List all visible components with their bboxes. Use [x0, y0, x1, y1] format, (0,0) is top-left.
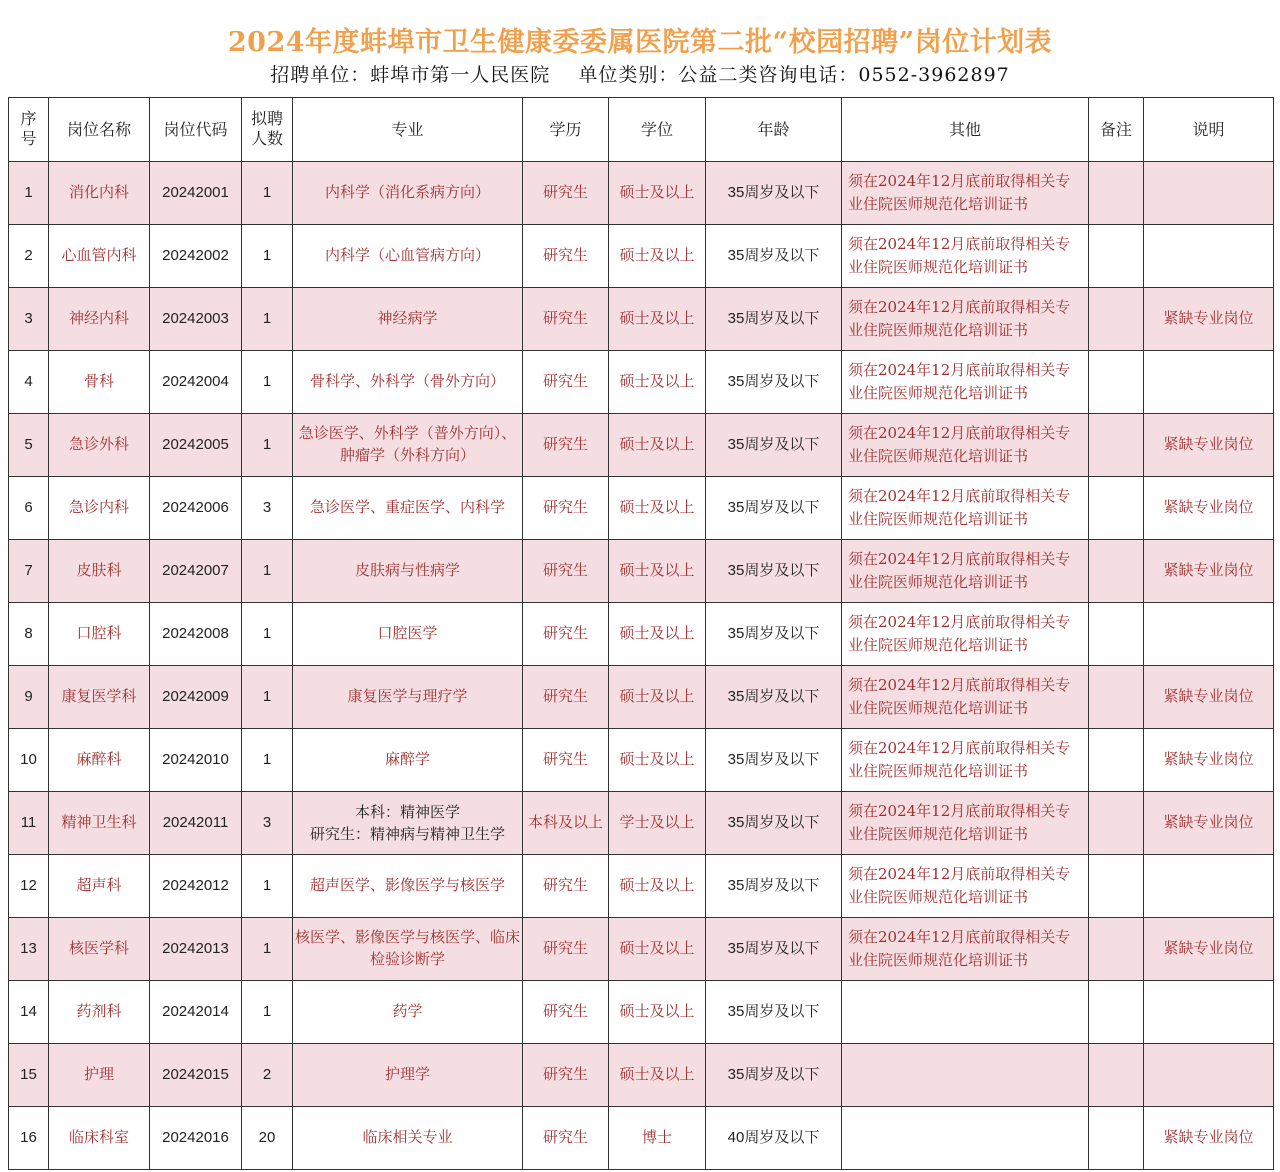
cell-other: 须在2024年12月底前取得相关专业住院医师规范化培训证书 — [842, 477, 1089, 540]
cell-education: 研究生 — [523, 288, 609, 351]
cell-seq: 13 — [9, 918, 49, 981]
cell-position-code: 20242016 — [150, 1107, 242, 1170]
cell-major: 护理学 — [293, 1044, 523, 1107]
cell-hire-count: 3 — [242, 792, 293, 855]
cell-position-name: 急诊内科 — [49, 477, 150, 540]
table-row — [9, 351, 1274, 414]
cell-remark — [1089, 918, 1144, 981]
cell-position-code: 20242014 — [150, 981, 242, 1044]
cell-position-name: 神经内科 — [49, 288, 150, 351]
cell-remark — [1089, 477, 1144, 540]
cell-position-name: 骨科 — [49, 351, 150, 414]
cell-other: 须在2024年12月底前取得相关专业住院医师规范化培训证书 — [842, 225, 1089, 288]
cell-degree: 硕士及以上 — [609, 225, 706, 288]
cell-hire-count: 1 — [242, 918, 293, 981]
cell-other: 须在2024年12月底前取得相关专业住院医师规范化培训证书 — [842, 666, 1089, 729]
table-row — [9, 729, 1274, 792]
cell-hire-count: 1 — [242, 162, 293, 225]
header-position-code: 岗位代码 — [150, 98, 242, 162]
cell-age: 35周岁及以下 — [706, 414, 842, 477]
cell-hire-count: 1 — [242, 225, 293, 288]
cell-seq: 1 — [9, 162, 49, 225]
cell-education: 研究生 — [523, 1044, 609, 1107]
cell-remark — [1089, 414, 1144, 477]
cell-age: 35周岁及以下 — [706, 1044, 842, 1107]
cell-other — [842, 981, 1089, 1044]
cell-note: 紧缺专业岗位 — [1144, 792, 1274, 855]
cell-degree: 硕士及以上 — [609, 666, 706, 729]
cell-degree: 硕士及以上 — [609, 729, 706, 792]
cell-remark — [1089, 981, 1144, 1044]
table-row — [9, 1044, 1274, 1107]
cell-position-code: 20242002 — [150, 225, 242, 288]
cell-major: 急诊医学、重症医学、内科学 — [293, 477, 523, 540]
cell-seq: 4 — [9, 351, 49, 414]
cell-remark — [1089, 666, 1144, 729]
cell-remark — [1089, 540, 1144, 603]
cell-age: 35周岁及以下 — [706, 981, 842, 1044]
document-title: 2024年度蚌埠市卫生健康委委属医院第二批“校园招聘”岗位计划表 — [227, 27, 1053, 58]
cell-hire-count: 1 — [242, 729, 293, 792]
cell-remark — [1089, 225, 1144, 288]
cell-seq: 3 — [9, 288, 49, 351]
cell-hire-count: 1 — [242, 855, 293, 918]
cell-note — [1144, 1044, 1274, 1107]
cell-remark — [1089, 351, 1144, 414]
cell-seq: 8 — [9, 603, 49, 666]
cell-note — [1144, 162, 1274, 225]
cell-remark — [1089, 1044, 1144, 1107]
document-subtitle: 招聘单位：蚌埠市第一人民医院 单位类别：公益二类咨询电话：0552-3962897 — [270, 64, 1010, 86]
table-row — [9, 540, 1274, 603]
cell-hire-count: 1 — [242, 666, 293, 729]
cell-seq: 2 — [9, 225, 49, 288]
table-row — [9, 477, 1274, 540]
cell-remark — [1089, 855, 1144, 918]
cell-hire-count: 1 — [242, 981, 293, 1044]
cell-age: 35周岁及以下 — [706, 666, 842, 729]
cell-age: 35周岁及以下 — [706, 540, 842, 603]
cell-position-code: 20242007 — [150, 540, 242, 603]
cell-hire-count: 1 — [242, 540, 293, 603]
cell-age: 35周岁及以下 — [706, 729, 842, 792]
cell-education: 研究生 — [523, 1107, 609, 1170]
cell-position-name: 精神卫生科 — [49, 792, 150, 855]
table-row — [9, 603, 1274, 666]
table-row — [9, 288, 1274, 351]
cell-major: 临床相关专业 — [293, 1107, 523, 1170]
table-row — [9, 162, 1274, 225]
cell-major: 口腔医学 — [293, 603, 523, 666]
cell-degree: 硕士及以上 — [609, 855, 706, 918]
cell-note: 紧缺专业岗位 — [1144, 540, 1274, 603]
cell-education: 研究生 — [523, 666, 609, 729]
cell-major: 皮肤病与性病学 — [293, 540, 523, 603]
cell-degree: 硕士及以上 — [609, 918, 706, 981]
cell-age: 35周岁及以下 — [706, 855, 842, 918]
cell-hire-count: 1 — [242, 603, 293, 666]
cell-position-name: 心血管内科 — [49, 225, 150, 288]
cell-note: 紧缺专业岗位 — [1144, 477, 1274, 540]
cell-hire-count: 20 — [242, 1107, 293, 1170]
cell-age: 35周岁及以下 — [706, 477, 842, 540]
cell-position-name: 超声科 — [49, 855, 150, 918]
cell-position-name: 核医学科 — [49, 918, 150, 981]
cell-hire-count: 2 — [242, 1044, 293, 1107]
cell-position-code: 20242006 — [150, 477, 242, 540]
header-position-name: 岗位名称 — [49, 98, 150, 162]
cell-major: 内科学（心血管病方向） — [293, 225, 523, 288]
cell-degree: 硕士及以上 — [609, 1044, 706, 1107]
cell-position-name: 皮肤科 — [49, 540, 150, 603]
cell-degree: 硕士及以上 — [609, 981, 706, 1044]
cell-hire-count: 1 — [242, 351, 293, 414]
cell-other — [842, 1107, 1089, 1170]
table-row — [9, 918, 1274, 981]
cell-other: 须在2024年12月底前取得相关专业住院医师规范化培训证书 — [842, 540, 1089, 603]
cell-age: 35周岁及以下 — [706, 162, 842, 225]
cell-position-code: 20242015 — [150, 1044, 242, 1107]
recruitment-plan-table — [8, 97, 1274, 1170]
cell-major: 骨科学、外科学（骨外方向） — [293, 351, 523, 414]
cell-education: 研究生 — [523, 162, 609, 225]
cell-position-code: 20242005 — [150, 414, 242, 477]
header-education: 学历 — [523, 98, 609, 162]
cell-other: 须在2024年12月底前取得相关专业住院医师规范化培训证书 — [842, 603, 1089, 666]
cell-degree: 硕士及以上 — [609, 414, 706, 477]
cell-age: 35周岁及以下 — [706, 792, 842, 855]
cell-education: 研究生 — [523, 225, 609, 288]
cell-seq: 15 — [9, 1044, 49, 1107]
cell-note: 紧缺专业岗位 — [1144, 288, 1274, 351]
cell-hire-count: 3 — [242, 477, 293, 540]
cell-seq: 5 — [9, 414, 49, 477]
cell-other: 须在2024年12月底前取得相关专业住院医师规范化培训证书 — [842, 918, 1089, 981]
header-age: 年龄 — [706, 98, 842, 162]
cell-age: 35周岁及以下 — [706, 225, 842, 288]
cell-other: 须在2024年12月底前取得相关专业住院医师规范化培训证书 — [842, 729, 1089, 792]
cell-degree: 硕士及以上 — [609, 477, 706, 540]
cell-education: 研究生 — [523, 414, 609, 477]
cell-note: 紧缺专业岗位 — [1144, 414, 1274, 477]
cell-education: 研究生 — [523, 918, 609, 981]
cell-position-code: 20242010 — [150, 729, 242, 792]
cell-degree: 博士 — [609, 1107, 706, 1170]
cell-seq: 14 — [9, 981, 49, 1044]
cell-position-name: 药剂科 — [49, 981, 150, 1044]
cell-major: 康复医学与理疗学 — [293, 666, 523, 729]
cell-major: 急诊医学、外科学（普外方向）、肿瘤学（外科方向） — [293, 414, 523, 477]
cell-note: 紧缺专业岗位 — [1144, 918, 1274, 981]
cell-other: 须在2024年12月底前取得相关专业住院医师规范化培训证书 — [842, 792, 1089, 855]
cell-other: 须在2024年12月底前取得相关专业住院医师规范化培训证书 — [842, 288, 1089, 351]
cell-education: 研究生 — [523, 540, 609, 603]
table-row — [9, 1107, 1274, 1170]
cell-position-code: 20242011 — [150, 792, 242, 855]
table-header-row — [9, 98, 1274, 162]
cell-remark — [1089, 729, 1144, 792]
cell-position-name: 消化内科 — [49, 162, 150, 225]
cell-degree: 硕士及以上 — [609, 162, 706, 225]
table-row — [9, 792, 1274, 855]
cell-other: 须在2024年12月底前取得相关专业住院医师规范化培训证书 — [842, 414, 1089, 477]
cell-position-code: 20242012 — [150, 855, 242, 918]
cell-major: 超声医学、影像医学与核医学 — [293, 855, 523, 918]
cell-remark — [1089, 792, 1144, 855]
header-seq: 序号 — [9, 98, 49, 162]
cell-degree: 硕士及以上 — [609, 351, 706, 414]
cell-remark — [1089, 288, 1144, 351]
table-row — [9, 225, 1274, 288]
cell-note: 紧缺专业岗位 — [1144, 729, 1274, 792]
cell-position-code: 20242003 — [150, 288, 242, 351]
header-remark: 备注 — [1089, 98, 1144, 162]
cell-major: 本科：精神医学 研究生：精神病与精神卫生学 — [293, 792, 523, 855]
cell-hire-count: 1 — [242, 414, 293, 477]
cell-major: 核医学、影像医学与核医学、临床检验诊断学 — [293, 918, 523, 981]
cell-seq: 9 — [9, 666, 49, 729]
cell-position-code: 20242004 — [150, 351, 242, 414]
cell-note — [1144, 855, 1274, 918]
cell-seq: 6 — [9, 477, 49, 540]
cell-position-code: 20242001 — [150, 162, 242, 225]
cell-note — [1144, 351, 1274, 414]
cell-position-name: 康复医学科 — [49, 666, 150, 729]
cell-age: 35周岁及以下 — [706, 288, 842, 351]
header-note: 说明 — [1144, 98, 1274, 162]
cell-note: 紧缺专业岗位 — [1144, 1107, 1274, 1170]
cell-other — [842, 1044, 1089, 1107]
header-degree: 学位 — [609, 98, 706, 162]
cell-remark — [1089, 603, 1144, 666]
cell-seq: 10 — [9, 729, 49, 792]
cell-degree: 硕士及以上 — [609, 288, 706, 351]
cell-other: 须在2024年12月底前取得相关专业住院医师规范化培训证书 — [842, 855, 1089, 918]
header-hire-count: 拟聘人数 — [242, 98, 293, 162]
cell-note: 紧缺专业岗位 — [1144, 666, 1274, 729]
cell-note — [1144, 603, 1274, 666]
cell-position-code: 20242013 — [150, 918, 242, 981]
cell-age: 35周岁及以下 — [706, 918, 842, 981]
header-other: 其他 — [842, 98, 1089, 162]
cell-seq: 16 — [9, 1107, 49, 1170]
table-row — [9, 855, 1274, 918]
cell-degree: 学士及以上 — [609, 792, 706, 855]
cell-other: 须在2024年12月底前取得相关专业住院医师规范化培训证书 — [842, 162, 1089, 225]
cell-note — [1144, 225, 1274, 288]
cell-position-name: 急诊外科 — [49, 414, 150, 477]
cell-major: 神经病学 — [293, 288, 523, 351]
cell-degree: 硕士及以上 — [609, 540, 706, 603]
cell-education: 本科及以上 — [523, 792, 609, 855]
cell-age: 40周岁及以下 — [706, 1107, 842, 1170]
cell-major: 麻醉学 — [293, 729, 523, 792]
cell-seq: 11 — [9, 792, 49, 855]
cell-position-name: 临床科室 — [49, 1107, 150, 1170]
cell-position-name: 麻醉科 — [49, 729, 150, 792]
cell-education: 研究生 — [523, 855, 609, 918]
cell-hire-count: 1 — [242, 288, 293, 351]
cell-age: 35周岁及以下 — [706, 603, 842, 666]
cell-age: 35周岁及以下 — [706, 351, 842, 414]
cell-remark — [1089, 162, 1144, 225]
cell-position-code: 20242009 — [150, 666, 242, 729]
cell-major: 内科学（消化系病方向） — [293, 162, 523, 225]
table-row — [9, 414, 1274, 477]
cell-education: 研究生 — [523, 351, 609, 414]
cell-seq: 7 — [9, 540, 49, 603]
cell-education: 研究生 — [523, 981, 609, 1044]
cell-remark — [1089, 1107, 1144, 1170]
cell-education: 研究生 — [523, 603, 609, 666]
cell-note — [1144, 981, 1274, 1044]
cell-position-name: 口腔科 — [49, 603, 150, 666]
cell-position-code: 20242008 — [150, 603, 242, 666]
table-row — [9, 981, 1274, 1044]
cell-degree: 硕士及以上 — [609, 603, 706, 666]
cell-position-name: 护理 — [49, 1044, 150, 1107]
cell-major: 药学 — [293, 981, 523, 1044]
cell-seq: 12 — [9, 855, 49, 918]
cell-other: 须在2024年12月底前取得相关专业住院医师规范化培训证书 — [842, 351, 1089, 414]
cell-education: 研究生 — [523, 477, 609, 540]
cell-education: 研究生 — [523, 729, 609, 792]
table-row — [9, 666, 1274, 729]
header-major: 专业 — [293, 98, 523, 162]
